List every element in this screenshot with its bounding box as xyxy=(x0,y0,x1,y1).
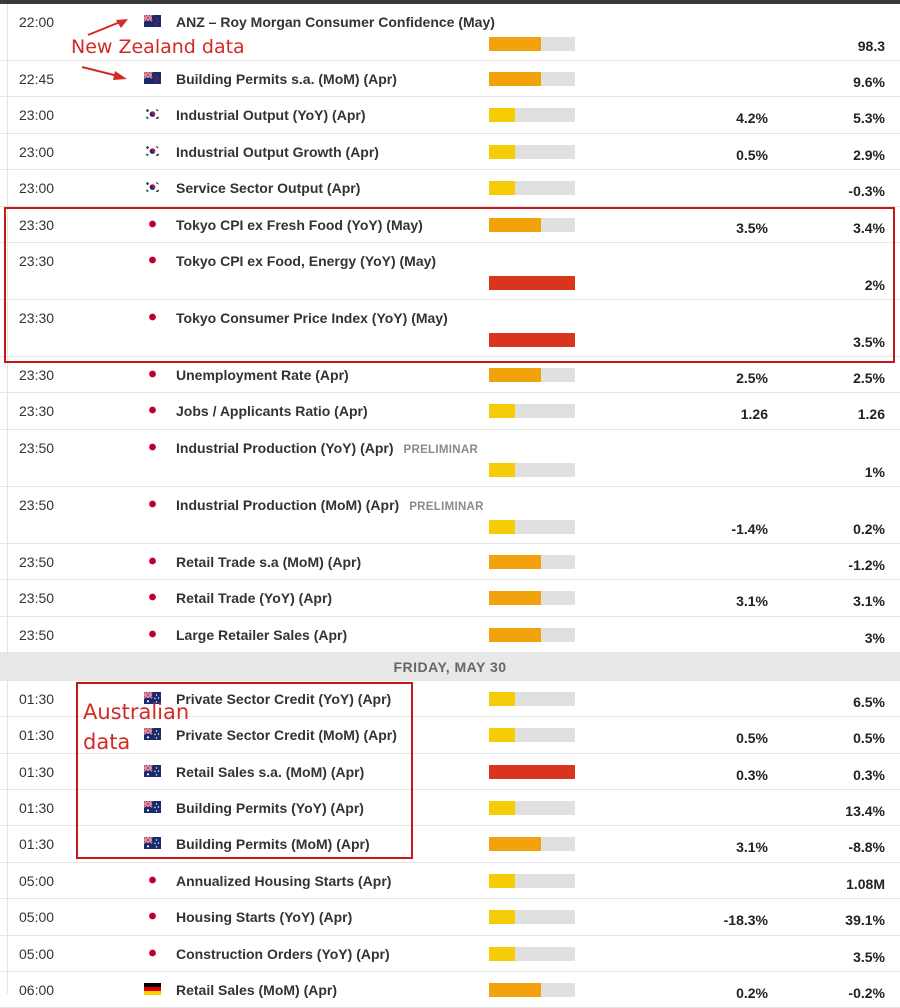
actual-value: 6.5% xyxy=(853,693,885,710)
previous-value: 4.2% xyxy=(736,110,768,127)
de-flag-icon xyxy=(144,982,161,994)
previous-value: -1.4% xyxy=(731,520,768,537)
impact-bar xyxy=(489,72,575,86)
preliminary-tag: PRELIMINAR xyxy=(409,500,484,513)
kr-flag-icon xyxy=(144,107,161,119)
event-name[interactable] xyxy=(176,554,361,570)
actual-value: 0.3% xyxy=(853,766,885,783)
event-time: 23:00 xyxy=(19,107,55,124)
jp-flag-icon xyxy=(144,554,161,566)
event-time: 23:50 xyxy=(19,496,55,513)
impact-bar xyxy=(489,368,575,382)
actual-value: 1% xyxy=(864,463,885,480)
impact-bar-fill-low xyxy=(489,910,515,924)
impact-bar xyxy=(489,728,575,742)
event-name[interactable] xyxy=(176,873,391,889)
actual-value: -0.2% xyxy=(848,985,885,1002)
calendar-event-row[interactable] xyxy=(0,393,900,429)
actual-value: 2.5% xyxy=(853,369,885,386)
calendar-event-row[interactable] xyxy=(0,617,900,653)
actual-value: 2.9% xyxy=(853,146,885,163)
event-time: 23:00 xyxy=(19,143,55,160)
event-time: 23:30 xyxy=(19,403,55,420)
event-name[interactable] xyxy=(176,982,337,998)
actual-value: -1.2% xyxy=(848,556,885,573)
event-name[interactable] xyxy=(176,107,366,123)
impact-bar-fill-low xyxy=(489,520,515,534)
impact-bar xyxy=(489,37,575,51)
actual-value: 9.6% xyxy=(853,74,885,90)
calendar-event-row[interactable] xyxy=(0,899,900,935)
event-name[interactable] xyxy=(176,367,349,383)
previous-value: 3.5% xyxy=(736,219,768,236)
event-name-text[interactable]: Retail Trade (YoY) (Apr) xyxy=(176,590,333,607)
impact-bar-fill-medium xyxy=(489,37,541,51)
event-name-text[interactable]: Industrial Output Growth (Apr) xyxy=(176,143,379,160)
jp-flag-icon xyxy=(144,909,161,921)
jp-flag-icon xyxy=(144,590,161,602)
impact-bar xyxy=(489,181,575,195)
jp-flag-icon xyxy=(144,946,161,958)
event-name[interactable] xyxy=(176,144,379,160)
previous-value: 0.2% xyxy=(736,985,768,1002)
impact-bar-fill-low xyxy=(489,463,515,477)
event-time: 22:00 xyxy=(19,14,55,30)
event-name-text[interactable]: Jobs / Applicants Ratio (Apr) xyxy=(176,403,368,420)
event-name-text[interactable]: Annualized Housing Starts (Apr) xyxy=(176,872,392,889)
event-name[interactable] xyxy=(176,627,347,643)
event-name-text[interactable]: Industrial Output (YoY) (Apr) xyxy=(176,107,366,124)
previous-value: 0.3% xyxy=(736,766,768,783)
impact-bar xyxy=(489,874,575,888)
calendar-event-row[interactable] xyxy=(0,170,900,206)
impact-bar-fill-medium xyxy=(489,591,541,605)
kr-flag-icon xyxy=(144,144,161,156)
jp-flag-icon xyxy=(144,440,161,452)
actual-value: 3.4% xyxy=(853,219,885,236)
impact-bar-fill-medium xyxy=(489,837,541,851)
event-time: 05:00 xyxy=(19,945,55,962)
actual-value: -0.3% xyxy=(848,183,885,200)
event-time: 05:00 xyxy=(19,909,55,926)
event-time: 01:30 xyxy=(19,836,55,853)
event-time: 01:30 xyxy=(19,690,55,707)
event-time: 23:30 xyxy=(19,216,55,233)
actual-value: 2% xyxy=(864,276,885,293)
event-name[interactable] xyxy=(176,14,495,30)
actual-value: 3% xyxy=(864,629,885,646)
calendar-event-row[interactable] xyxy=(0,430,900,487)
impact-bar-fill-low xyxy=(489,874,515,888)
previous-value: 0.5% xyxy=(736,730,768,747)
event-time: 22:45 xyxy=(19,71,55,87)
impact-bar-fill-low xyxy=(489,801,515,815)
event-time: 23:50 xyxy=(19,439,55,456)
event-name-text[interactable]: Private Sector Credit (YoY) (Apr) xyxy=(176,690,392,707)
impact-bar-fill-high xyxy=(489,765,575,779)
event-name[interactable] xyxy=(176,497,484,513)
actual-value: -8.8% xyxy=(848,839,885,856)
actual-value: 3.5% xyxy=(853,333,885,350)
impact-bar xyxy=(489,837,575,851)
impact-bar xyxy=(489,555,575,569)
event-time: 06:00 xyxy=(19,982,55,999)
impact-bar-fill-low xyxy=(489,947,515,961)
actual-value: 0.2% xyxy=(853,520,885,537)
actual-value: 1.08M xyxy=(846,875,885,892)
actual-value: 3.5% xyxy=(853,948,885,965)
event-name-text[interactable]: Large Retailer Sales (Apr) xyxy=(176,626,348,643)
actual-value: 3.1% xyxy=(853,593,885,610)
event-time: 23:30 xyxy=(19,309,55,326)
calendar-event-row[interactable] xyxy=(0,544,900,580)
impact-bar-fill-low xyxy=(489,108,515,122)
event-name-text[interactable]: Building Permits (YoY) (Apr) xyxy=(176,800,364,817)
calendar-event-row[interactable] xyxy=(0,863,900,899)
event-name[interactable] xyxy=(176,590,332,606)
event-time: 23:00 xyxy=(19,180,55,197)
actual-value: 13.4% xyxy=(845,803,885,820)
previous-value: -18.3% xyxy=(723,912,768,929)
impact-bar-fill-medium xyxy=(489,983,541,997)
event-name-text[interactable]: Service Sector Output (Apr) xyxy=(176,180,361,197)
event-name-text[interactable]: Housing Starts (YoY) (Apr) xyxy=(176,909,353,926)
australian-annotation-line-1: Australian xyxy=(83,700,190,724)
event-name-text[interactable]: Tokyo CPI ex Food, Energy (YoY) (May) xyxy=(176,252,437,269)
previous-value: 0.5% xyxy=(736,146,768,163)
impact-bar-fill-low xyxy=(489,728,515,742)
new-zealand-annotation: New Zealand data xyxy=(71,36,245,58)
impact-bar-fill-medium xyxy=(489,368,541,382)
previous-value: 1.26 xyxy=(740,406,768,423)
australian-annotation xyxy=(83,697,189,757)
event-time: 05:00 xyxy=(19,872,55,889)
event-name-text[interactable]: Unemployment Rate (Apr) xyxy=(176,366,349,383)
australian-annotation-line-2: data xyxy=(83,730,131,754)
impact-bar xyxy=(489,520,575,534)
impact-bar xyxy=(489,947,575,961)
event-name-text[interactable]: Industrial Production (YoY) (Apr) xyxy=(176,439,394,456)
previous-value: 2.5% xyxy=(736,369,768,386)
event-time: 23:50 xyxy=(19,626,55,643)
actual-value: 5.3% xyxy=(853,110,885,127)
event-name-text[interactable]: Retail Sales (MoM) (Apr) xyxy=(176,982,338,999)
actual-value: 1.26 xyxy=(857,406,885,423)
event-time: 01:30 xyxy=(19,763,55,780)
impact-bar xyxy=(489,404,575,418)
event-name-text[interactable]: Private Sector Credit (MoM) (Apr) xyxy=(176,727,397,744)
event-name-text[interactable]: Industrial Production (MoM) (Apr) xyxy=(176,496,400,513)
calendar-event-row[interactable] xyxy=(0,936,900,972)
impact-bar xyxy=(489,591,575,605)
event-name[interactable] xyxy=(176,71,397,87)
actual-value: 39.1% xyxy=(845,912,885,929)
event-time: 23:30 xyxy=(19,252,55,269)
impact-bar xyxy=(489,910,575,924)
impact-bar xyxy=(489,692,575,706)
event-name-text[interactable]: Retail Sales s.a. (MoM) (Apr) xyxy=(176,763,365,780)
event-time: 23:50 xyxy=(19,553,55,570)
event-name-text[interactable]: Construction Orders (YoY) (Apr) xyxy=(176,945,390,962)
impact-bar xyxy=(489,108,575,122)
preliminary-tag: PRELIMINAR xyxy=(403,443,479,456)
jp-flag-icon xyxy=(144,873,161,885)
event-name-text[interactable]: Tokyo CPI ex Fresh Food (YoY) (May) xyxy=(176,216,423,233)
impact-bar xyxy=(489,463,575,477)
event-name[interactable] xyxy=(176,180,360,196)
japan-tokyo-cpi-highlight-box xyxy=(4,207,895,363)
previous-value: 3.1% xyxy=(736,839,768,856)
impact-bar xyxy=(489,145,575,159)
event-name-text[interactable]: Building Permits s.a. (MoM) (Apr) xyxy=(176,71,397,87)
calendar-event-row[interactable] xyxy=(0,487,900,544)
calendar-event-row[interactable] xyxy=(0,97,900,133)
nz-flag-icon xyxy=(144,71,161,83)
impact-bar-fill-low xyxy=(489,692,515,706)
day-separator-label: FRIDAY, MAY 30 xyxy=(393,658,507,675)
event-time: 01:30 xyxy=(19,800,55,817)
impact-bar-fill-medium xyxy=(489,72,541,86)
impact-bar xyxy=(489,801,575,815)
jp-flag-icon xyxy=(144,367,161,379)
event-name[interactable] xyxy=(176,909,352,925)
impact-bar-fill-low xyxy=(489,145,515,159)
impact-bar xyxy=(489,983,575,997)
event-name-text[interactable]: ANZ – Roy Morgan Consumer Confidence (May) xyxy=(176,14,495,30)
event-name-text[interactable]: Tokyo Consumer Price Index (YoY) (May) xyxy=(176,309,448,326)
event-name-text[interactable]: Building Permits (MoM) (Apr) xyxy=(176,836,370,853)
actual-value: 0.5% xyxy=(853,730,885,747)
event-name[interactable] xyxy=(176,403,368,419)
event-time: 01:30 xyxy=(19,727,55,744)
previous-value: 3.1% xyxy=(736,593,768,610)
event-name[interactable] xyxy=(176,440,478,456)
calendar-event-row[interactable] xyxy=(0,972,900,1008)
impact-bar xyxy=(489,628,575,642)
kr-flag-icon xyxy=(144,180,161,192)
impact-bar-fill-medium xyxy=(489,555,541,569)
day-separator-row xyxy=(0,653,900,681)
calendar-event-row[interactable] xyxy=(0,580,900,616)
calendar-event-row[interactable] xyxy=(0,134,900,170)
jp-flag-icon xyxy=(144,497,161,509)
event-name-text[interactable]: Retail Trade s.a (MoM) (Apr) xyxy=(176,553,362,570)
actual-value: 98.3 xyxy=(857,38,885,54)
impact-bar-fill-medium xyxy=(489,628,541,642)
event-time: 23:50 xyxy=(19,590,55,607)
event-name[interactable] xyxy=(176,946,390,962)
jp-flag-icon xyxy=(144,403,161,415)
impact-bar-fill-low xyxy=(489,181,515,195)
impact-bar-fill-low xyxy=(489,404,515,418)
jp-flag-icon xyxy=(144,627,161,639)
event-time: 23:30 xyxy=(19,366,55,383)
calendar-event-row[interactable] xyxy=(0,61,900,97)
impact-bar xyxy=(489,765,575,779)
nz-flag-icon xyxy=(144,14,161,26)
